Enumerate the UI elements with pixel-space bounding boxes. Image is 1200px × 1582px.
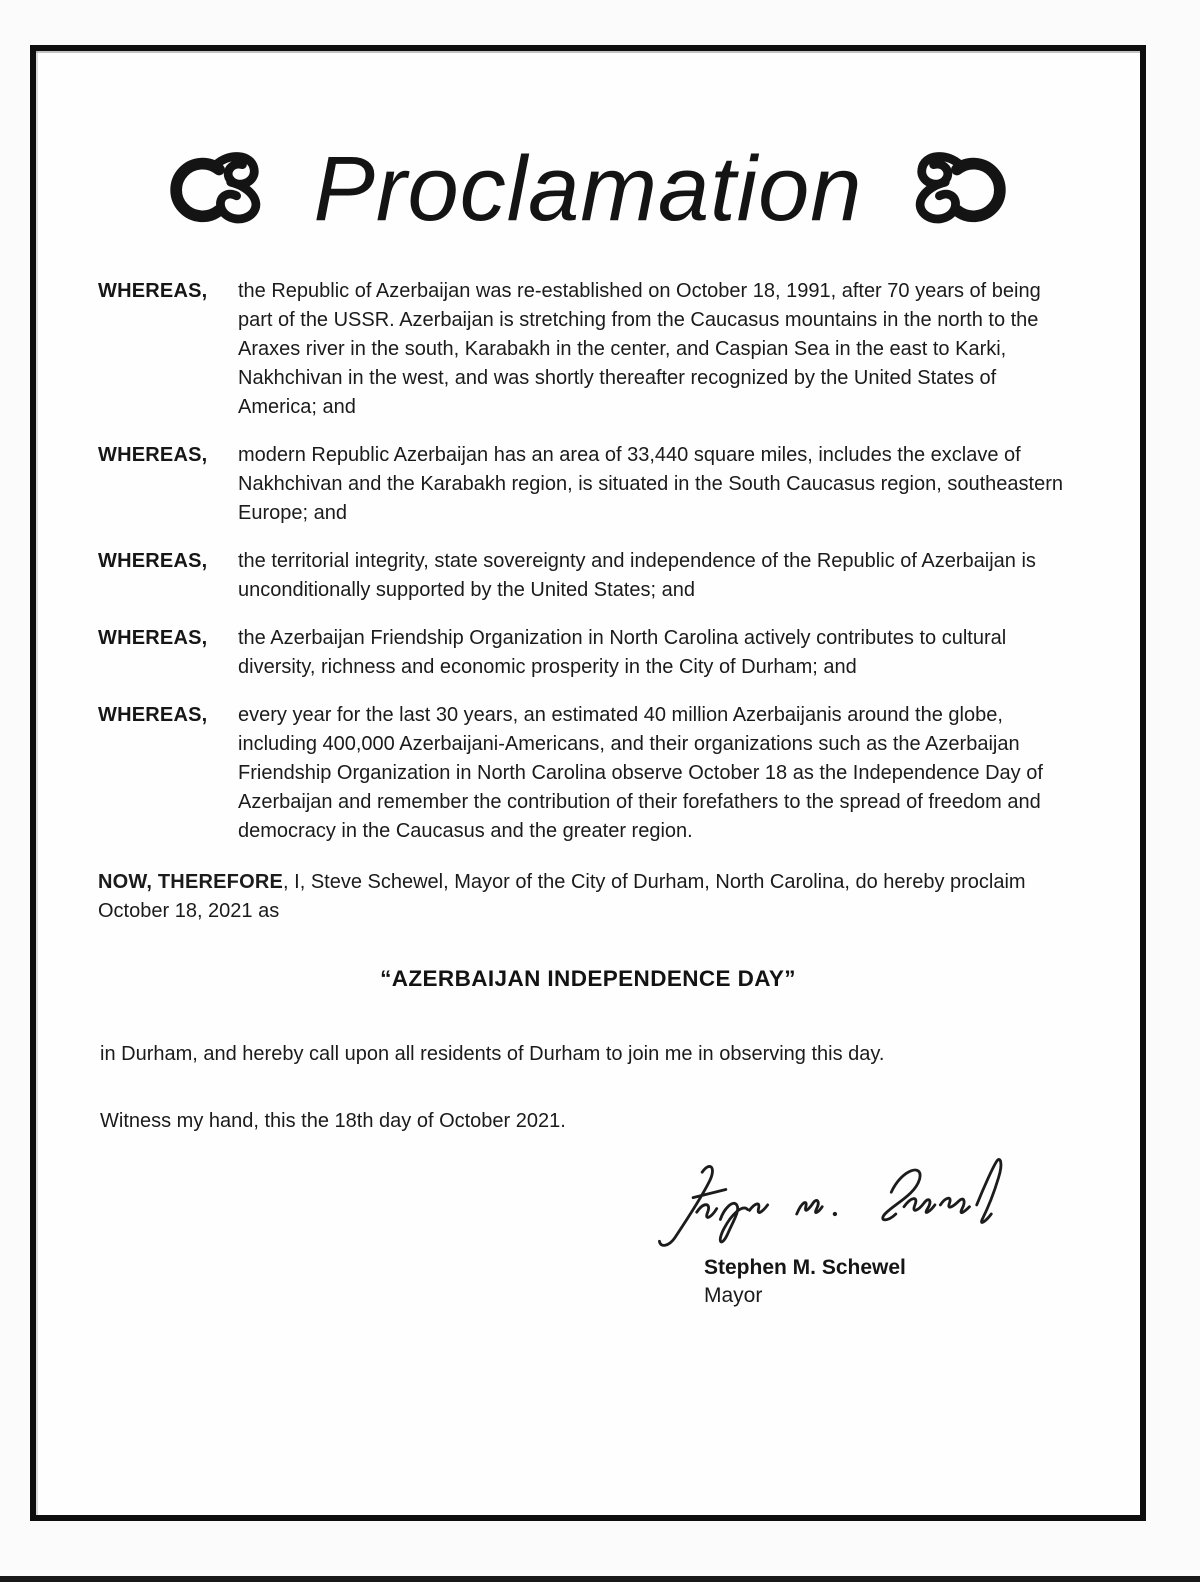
call-to-observe-line: in Durham, and hereby call upon all residents of Durham to join me in observing this day. bbox=[100, 1043, 885, 1065]
whereas-clauses bbox=[98, 277, 1084, 846]
clause-label: WHEREAS, bbox=[98, 550, 208, 572]
floral-swash-right-icon bbox=[892, 150, 1020, 228]
signature-block bbox=[624, 1154, 1094, 1308]
floral-swash-left-icon bbox=[156, 150, 284, 228]
therefore-text: , I, Steve Schewel, Mayor of the City of Durham, North Carolina, do hereby proclaim October 18, 2021 as bbox=[98, 871, 1026, 922]
proclamation-page bbox=[30, 45, 1146, 1521]
therefore-label: NOW, THEREFORE bbox=[98, 871, 284, 893]
clause-text: the Republic of Azerbaijan was re-established on October 18, 1991, after 70 years of being part of the USSR. Azerbaijan is stretching from the Caucasus mountains in the north to the Araxes river in the south, Karabakh in the center, and Caspian Sea in the east to Karki, Nakhchivan in the west, and was shortly thereafter recognized by the United States of America; and bbox=[238, 280, 1041, 418]
signatory-title: Mayor bbox=[704, 1284, 763, 1307]
witness-line: Witness my hand, this the 18th day of October 2021. bbox=[100, 1110, 566, 1132]
signatory-name: Stephen M. Schewel bbox=[704, 1256, 906, 1279]
clause-text: the territorial integrity, state sovereignty and independence of the Republic of Azerbaijan is unconditionally supported by the United States; and bbox=[238, 550, 1036, 601]
clause-text: the Azerbaijan Friendship Organization in North Carolina actively contributes to cultural diversity, richness and economic prosperity in the City of Durham; and bbox=[238, 627, 1007, 678]
photo-bottom-edge bbox=[0, 1576, 1200, 1582]
declaration-heading: “AZERBAIJAN INDEPENDENCE DAY” bbox=[380, 966, 796, 991]
clause-text: every year for the last 30 years, an estimated 40 million Azerbaijanis around the globe, including 400,000 Azerbaijani-Americans, and their organizations such as the Azerbaijan Friendship Organization in North Carolina observe October 18 as the Independence Day of Azerbaijan and remember the contribution of their forefathers to the spread of freedom and democracy in the Caucasus and the greater region. bbox=[238, 704, 1043, 842]
therefore-paragraph bbox=[98, 868, 1070, 926]
title-row bbox=[36, 138, 1140, 240]
clause-label: WHEREAS, bbox=[98, 627, 208, 649]
clause-label: WHEREAS, bbox=[98, 444, 208, 466]
signature-script-icon bbox=[634, 1154, 1054, 1254]
clause-label: WHEREAS, bbox=[98, 280, 208, 302]
page-title: Proclamation bbox=[313, 138, 863, 240]
clause-text: modern Republic Azerbaijan has an area of 33,440 square miles, includes the exclave of Nakhchivan and the Karabakh region, is situated in the South Caucasus region, southeastern Europe; and bbox=[238, 444, 1063, 524]
clause-label: WHEREAS, bbox=[98, 704, 208, 726]
